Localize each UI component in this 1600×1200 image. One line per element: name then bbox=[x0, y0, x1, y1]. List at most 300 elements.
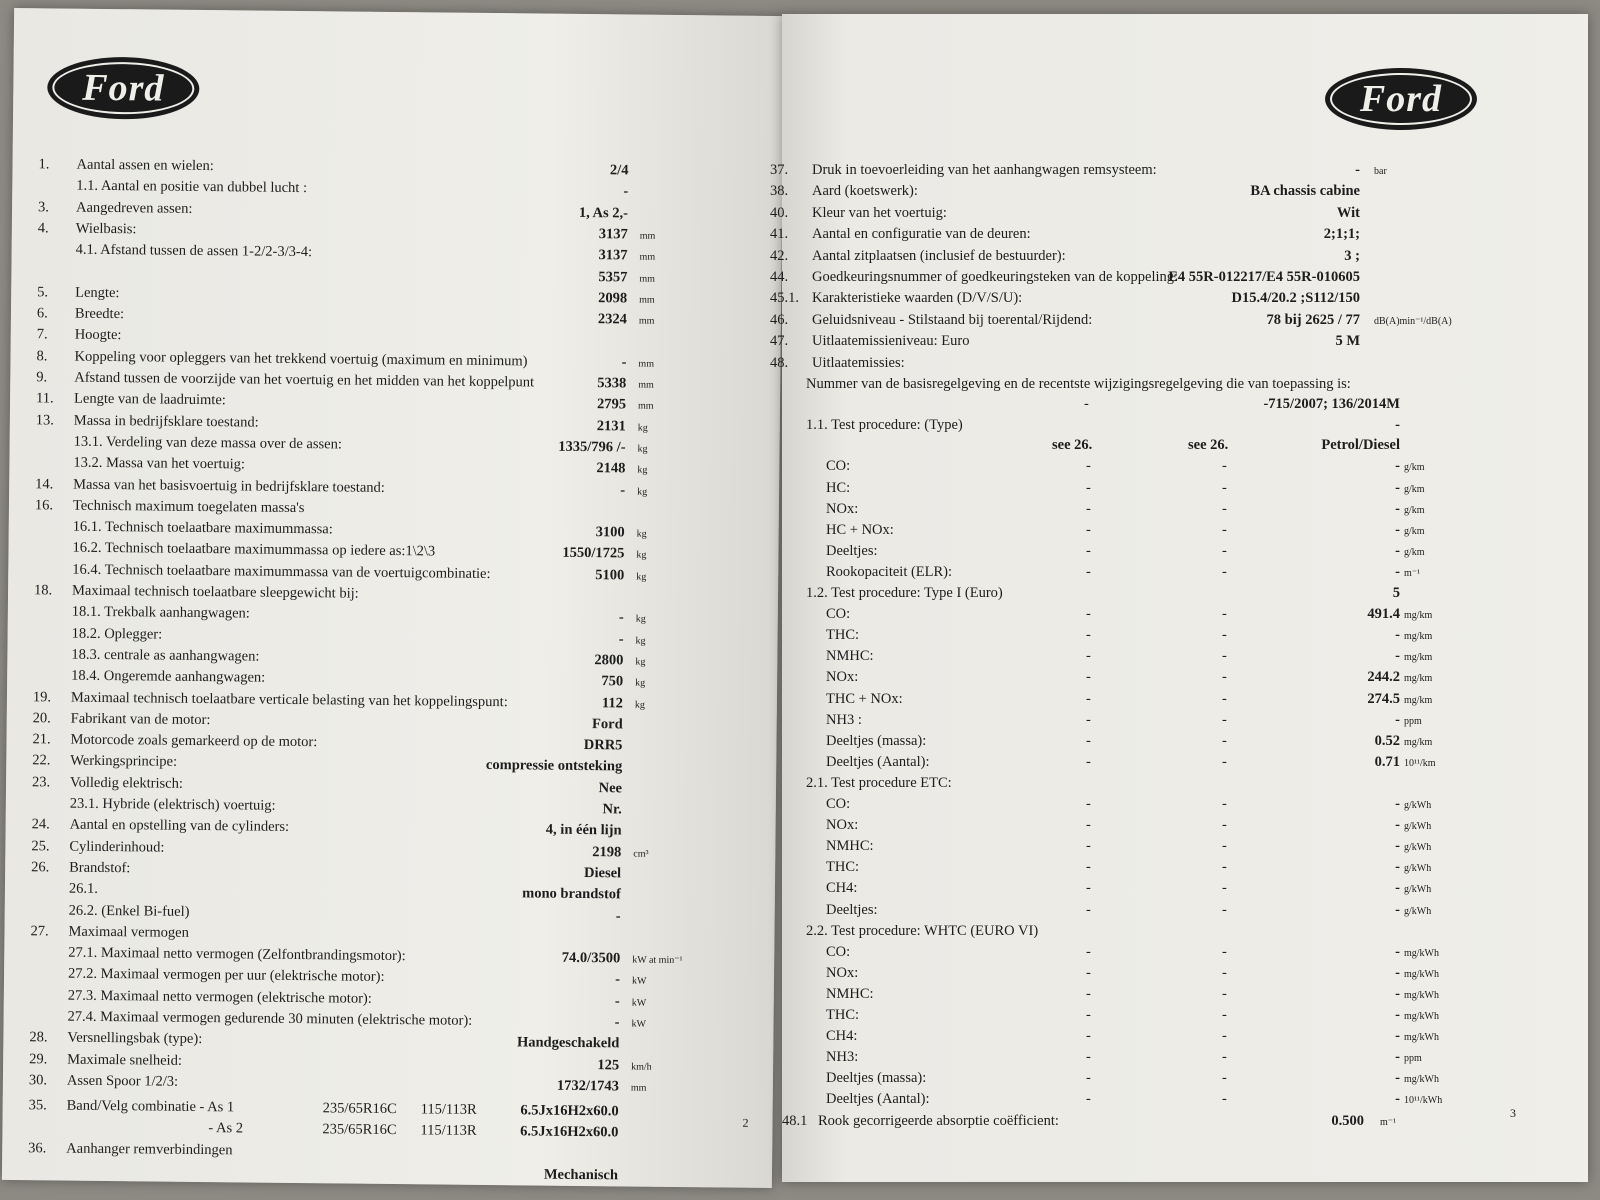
spec-row bbox=[806, 712, 1526, 733]
item-number: 36. bbox=[28, 1140, 47, 1157]
column-1-value: - bbox=[1086, 943, 1091, 960]
item-value: Handgeschakeld bbox=[516, 1034, 620, 1052]
column-2-value: - bbox=[1222, 985, 1227, 1002]
item-number: 14. bbox=[35, 475, 54, 492]
item-label: Afstand tussen de voorzijde van het voertuig en het midden van het koppelpunt bbox=[74, 369, 535, 391]
column-1-value: - bbox=[1086, 1028, 1091, 1045]
spec-row bbox=[806, 775, 1526, 796]
rim-size: 6.5Jx16H2x60.0 bbox=[520, 1102, 619, 1120]
spec-row bbox=[806, 859, 1526, 880]
pollutant-label: NH3 : bbox=[826, 711, 862, 728]
pollutant-label: CO: bbox=[826, 796, 851, 812]
pollutant-label: Deeltjes: bbox=[826, 542, 878, 559]
item-label: Assen Spoor 1/2/3: bbox=[66, 1072, 179, 1090]
spec-row bbox=[806, 944, 1526, 965]
spec-row bbox=[770, 226, 1490, 247]
item-value: BA chassis cabine bbox=[1250, 183, 1360, 200]
item-number: 38. bbox=[770, 183, 789, 200]
item-label: 18.2. Oplegger: bbox=[71, 625, 163, 643]
item-label: 16.4. Technisch toelaatbare maximummassa van de voertuigcombinatie: bbox=[72, 561, 491, 582]
item-label: Aantal zitplaatsen (inclusief de bestuurder): bbox=[812, 247, 1066, 264]
unit-label: g/kWh bbox=[1404, 821, 1432, 833]
item-label: Uitlaatemissies: bbox=[812, 354, 905, 371]
spec-row bbox=[806, 376, 1506, 397]
item-value: 1335/796 /- bbox=[558, 438, 626, 456]
item-value: 1, As 2,- bbox=[578, 204, 629, 222]
item-value: - bbox=[614, 993, 620, 1010]
column-1-value: - bbox=[1086, 859, 1091, 876]
item-label: Maximaal vermogen bbox=[68, 923, 189, 941]
pollutant-label: CH4: bbox=[826, 1028, 858, 1045]
column-3-value: - bbox=[1395, 500, 1400, 517]
ford-logo bbox=[47, 56, 200, 120]
spec-row bbox=[806, 880, 1526, 901]
column-1-value: - bbox=[1086, 964, 1091, 981]
column-1-value: - bbox=[1086, 669, 1091, 686]
item-value: 2098 bbox=[598, 289, 628, 307]
ford-logo bbox=[1325, 68, 1477, 130]
column-2-value: - bbox=[1222, 1028, 1227, 1045]
item-number: 8. bbox=[36, 347, 48, 365]
item-number: 4. bbox=[37, 220, 49, 237]
column-2-value: - bbox=[1222, 1091, 1227, 1108]
item-number: 13. bbox=[35, 411, 55, 429]
pollutant-label: NMHC: bbox=[826, 985, 874, 1002]
column-1-value: - bbox=[1086, 521, 1091, 538]
spec-row bbox=[806, 986, 1526, 1007]
item-label: Maximaal technisch toelaatbare sleepgewicht bij: bbox=[71, 582, 359, 602]
pollutant-label: NMHC: bbox=[826, 648, 874, 665]
item-value: 5 M bbox=[1335, 333, 1360, 350]
item-number: 16. bbox=[34, 497, 54, 514]
item-value: Wit bbox=[1336, 204, 1360, 221]
column-2-value: - bbox=[1222, 521, 1227, 538]
unit-label: g/kWh bbox=[1404, 842, 1432, 854]
item-label: Aantal en configuratie van de deuren: bbox=[812, 226, 1031, 243]
page-number: 2 bbox=[742, 1115, 749, 1130]
item-label: Motorcode zoals gemarkeerd op de motor: bbox=[70, 731, 318, 751]
item-label: 27.1. Maximaal netto vermogen (Zelfontbrandingsmotor): bbox=[68, 944, 406, 965]
pollutant-label: HC + NOx: bbox=[826, 521, 894, 538]
item-label: Aantal en opstelling van de cylinders: bbox=[69, 816, 290, 836]
pollutant-label: NH3: bbox=[826, 1049, 859, 1066]
unit-label: ppm bbox=[1404, 1053, 1422, 1065]
item-label: Uitlaatemissieniveau: Euro bbox=[812, 333, 970, 350]
unit-label: mg/km bbox=[1404, 631, 1433, 643]
unit-label: g/km bbox=[1404, 483, 1425, 495]
column-3-value: - bbox=[1395, 943, 1400, 960]
column-3-value: - bbox=[1395, 563, 1400, 580]
spec-row bbox=[770, 248, 1490, 269]
item-number: 45.1. bbox=[770, 290, 799, 307]
item-unit: mm bbox=[639, 230, 656, 242]
item-number: 48. bbox=[770, 354, 789, 371]
item-value: - bbox=[615, 971, 621, 988]
item-number: 28. bbox=[29, 1029, 48, 1046]
item-number: 46. bbox=[770, 311, 789, 328]
column-3-value: - bbox=[1395, 817, 1400, 834]
item-value: - bbox=[1355, 162, 1360, 178]
pollutant-label: Deeltjes (massa): bbox=[826, 1070, 927, 1087]
item-value: 74.0/3500 bbox=[561, 949, 621, 967]
item-value: 1732/1743 bbox=[556, 1077, 619, 1095]
item-number: 47. bbox=[770, 333, 789, 350]
column-1-value: - bbox=[1086, 1070, 1091, 1087]
item-unit: kg bbox=[636, 528, 647, 540]
item-number: 18. bbox=[33, 582, 53, 599]
tyre-load-index: 115/113R bbox=[420, 1101, 477, 1119]
item-value: 3137 bbox=[598, 247, 628, 264]
unit-label: m⁻¹ bbox=[1404, 567, 1421, 579]
spec-row bbox=[806, 648, 1526, 669]
item-value: 2198 bbox=[592, 843, 622, 860]
column-2-value: - bbox=[1222, 796, 1227, 812]
item-number: 42. bbox=[770, 247, 789, 264]
item-value: - bbox=[620, 481, 626, 498]
column-header: Petrol/Diesel bbox=[1321, 437, 1400, 454]
item-value: - bbox=[615, 907, 621, 924]
item-label: Technisch maximum toegelaten massa's bbox=[72, 497, 305, 516]
unit-label: g/km bbox=[1404, 462, 1425, 474]
item-unit: kg bbox=[635, 613, 646, 625]
pollutant-label: THC: bbox=[826, 627, 860, 644]
item-number: 37. bbox=[770, 162, 789, 178]
item-unit: kg bbox=[636, 571, 647, 583]
item-number: 7. bbox=[36, 326, 48, 343]
spec-row bbox=[806, 669, 1526, 690]
pollutant-label: NMHC: bbox=[826, 838, 874, 855]
item-label: Aanhanger remverbindingen bbox=[66, 1140, 233, 1159]
item-label: 16.1. Technisch toelaatbare maximummassa: bbox=[72, 518, 333, 538]
column-1-value: - bbox=[1086, 838, 1091, 855]
item-unit: kg bbox=[637, 486, 648, 498]
unit-label: g/km bbox=[1404, 546, 1425, 558]
column-1-value: - bbox=[1086, 711, 1091, 728]
item-number: 21. bbox=[32, 731, 51, 748]
item-number: 23. bbox=[31, 773, 51, 791]
rim-size: 6.5Jx16H2x60.0 bbox=[520, 1123, 619, 1141]
item-value: Nee bbox=[598, 779, 623, 797]
item-number: 40. bbox=[770, 204, 789, 221]
item-label: 13.2. Massa van het voertuig: bbox=[73, 454, 246, 473]
item-number: 20. bbox=[32, 710, 51, 727]
column-1-value: - bbox=[1086, 1049, 1091, 1066]
item-value: - bbox=[621, 354, 627, 371]
item-value: 3 ; bbox=[1344, 247, 1360, 264]
tyre-size: 235/65R16C bbox=[322, 1121, 397, 1139]
spec-row bbox=[806, 396, 1506, 417]
column-2-value: - bbox=[1222, 964, 1227, 981]
item-label: Kleur van het voertuig: bbox=[812, 204, 947, 221]
item-value: 2;1;1; bbox=[1323, 226, 1360, 243]
column-2-value: - bbox=[1222, 606, 1227, 623]
item-unit: kW bbox=[631, 975, 647, 988]
pollutant-label: HC: bbox=[826, 479, 851, 496]
item-unit: cm³ bbox=[633, 848, 649, 860]
column-2-value: - bbox=[1222, 753, 1227, 770]
column-3-value: - bbox=[1395, 458, 1400, 475]
column-1-value: - bbox=[1086, 606, 1091, 623]
column-3-value: 0.52 bbox=[1374, 732, 1400, 749]
spec-row bbox=[806, 902, 1526, 923]
unit-label: g/km bbox=[1404, 504, 1425, 516]
column-3-value: 5 bbox=[1392, 585, 1400, 601]
pollutant-label: Deeltjes: bbox=[826, 901, 878, 918]
item-unit: kg bbox=[635, 635, 646, 647]
spec-row bbox=[806, 733, 1526, 754]
spec-row bbox=[770, 205, 1490, 226]
item-label: Karakteristieke waarden (D/V/S/U): bbox=[812, 290, 1023, 307]
spec-row bbox=[770, 333, 1490, 354]
test-procedure-value: - bbox=[1395, 416, 1400, 433]
item-value: 125 bbox=[597, 1056, 620, 1073]
column-3-value: - bbox=[1395, 1091, 1400, 1108]
column-3-value: 0.71 bbox=[1374, 753, 1400, 770]
column-3-value: - bbox=[1395, 711, 1400, 728]
item-unit: kg bbox=[634, 699, 645, 711]
item-label: Breedte: bbox=[74, 305, 125, 323]
unit-label: mg/kWh bbox=[1404, 1032, 1439, 1044]
spec-row bbox=[806, 1091, 1526, 1112]
column-3-value: - bbox=[1395, 479, 1400, 496]
spec-row bbox=[806, 1007, 1526, 1028]
item-value: 2148 bbox=[596, 460, 626, 477]
item-unit: mm bbox=[638, 379, 654, 391]
column-3-value: - bbox=[1395, 796, 1400, 812]
item-value: 2795 bbox=[596, 396, 627, 413]
item-number: 44. bbox=[770, 269, 789, 285]
unit-label: mg/km bbox=[1404, 736, 1433, 748]
item-number: 6. bbox=[36, 305, 48, 322]
item-value: Diesel bbox=[584, 864, 622, 882]
item-number: 25. bbox=[31, 837, 50, 855]
unit-label: 10¹¹/kWh bbox=[1404, 1095, 1443, 1107]
item-unit: bar bbox=[1374, 166, 1387, 177]
item-value: E4 55R-012217/E4 55R-010605 bbox=[1168, 269, 1360, 285]
pollutant-label: NOx: bbox=[826, 669, 859, 686]
item-unit: kg bbox=[637, 422, 648, 434]
pollutant-label: 2.1. Test procedure ETC: bbox=[806, 774, 952, 791]
item-value: Mechanisch bbox=[543, 1166, 619, 1184]
spec-row bbox=[806, 564, 1526, 585]
item-unit: kW at min⁻¹ bbox=[632, 954, 683, 967]
item-value: 2131 bbox=[596, 417, 626, 435]
pollutant-label: CO: bbox=[826, 606, 851, 623]
item-unit: kg bbox=[635, 656, 646, 668]
column-header: see 26. bbox=[1188, 437, 1229, 454]
column-3-value: - bbox=[1395, 838, 1400, 855]
spec-row bbox=[806, 691, 1526, 712]
item-number: 29. bbox=[29, 1050, 48, 1067]
item-value: - bbox=[614, 1014, 620, 1031]
item-unit: kg bbox=[636, 549, 647, 562]
spec-row bbox=[806, 437, 1506, 458]
item-value: - bbox=[623, 183, 629, 200]
unit-label: mg/kWh bbox=[1404, 968, 1439, 980]
unit-label: g/kWh bbox=[1404, 884, 1432, 896]
spec-row bbox=[806, 458, 1526, 479]
column-2-value: - bbox=[1222, 711, 1227, 728]
item-label: - As 2 bbox=[208, 1120, 244, 1137]
column-3-value: - bbox=[1395, 1070, 1400, 1087]
item-label: Hoogte: bbox=[74, 327, 122, 344]
item-value: 78 bij 2625 / 77 bbox=[1266, 311, 1360, 328]
item-unit: kg bbox=[637, 443, 648, 455]
column-2-value: - bbox=[1222, 648, 1227, 665]
item-label: Koppeling voor opleggers van het trekkend voertuig (maximum en minimum) bbox=[74, 348, 528, 370]
item-number: 1. bbox=[38, 156, 50, 173]
spec-row bbox=[770, 183, 1490, 204]
item-label: 18.4. Ongeremde aanhangwagen: bbox=[71, 667, 266, 686]
right-page bbox=[770, 14, 1588, 1182]
item-value: - bbox=[618, 630, 624, 648]
item-label: Goedkeuringsnummer of goedkeuringsteken van de koppeling: bbox=[812, 269, 1179, 285]
item-unit: km/h bbox=[631, 1061, 652, 1073]
item-label: 26.1. bbox=[68, 880, 99, 898]
item-label: 13.1. Verdeling van deze massa over de assen: bbox=[73, 433, 343, 453]
spec-row bbox=[806, 838, 1526, 859]
item-number: 19. bbox=[32, 688, 52, 705]
unit-label: g/km bbox=[1404, 525, 1425, 537]
spec-row bbox=[770, 269, 1490, 290]
unit-label: g/kWh bbox=[1404, 863, 1432, 875]
item-number: 48.1 bbox=[782, 1112, 808, 1129]
column-2-value: - bbox=[1222, 627, 1227, 644]
spec-row bbox=[770, 162, 1490, 183]
item-unit: mm bbox=[639, 251, 656, 263]
item-unit: dB(A)min⁻¹/dB(A) bbox=[1374, 315, 1452, 327]
item-value: 2324 bbox=[597, 311, 628, 328]
spec-row bbox=[770, 355, 1490, 376]
item-value: Ford bbox=[591, 715, 623, 733]
column-1-value: - bbox=[1086, 458, 1091, 475]
item-value: 2800 bbox=[594, 652, 624, 669]
item-unit: kg bbox=[637, 464, 648, 476]
item-label: Brandstof: bbox=[69, 859, 131, 877]
column-3-value: - bbox=[1395, 521, 1400, 538]
item-label: Cylinderinhoud: bbox=[69, 838, 165, 856]
item-value: 2/4 bbox=[609, 162, 629, 179]
pollutant-label: NOx: bbox=[826, 817, 859, 834]
left-page bbox=[2, 8, 784, 1188]
item-number: 30. bbox=[28, 1072, 48, 1089]
column-3-value: - bbox=[1395, 880, 1400, 897]
column-1-value: - bbox=[1086, 796, 1091, 812]
item-number: 11. bbox=[35, 390, 54, 407]
item-value: 5338 bbox=[597, 375, 627, 392]
test-procedure-heading: 1.1. Test procedure: (Type) bbox=[806, 416, 963, 433]
item-unit: mm bbox=[630, 1082, 647, 1094]
item-value: 1550/1725 bbox=[562, 545, 625, 562]
spec-row bbox=[770, 290, 1490, 311]
item-unit: mm bbox=[639, 294, 655, 306]
spec-row bbox=[806, 627, 1526, 648]
spec-row bbox=[770, 312, 1490, 333]
tyre-size: 235/65R16C bbox=[322, 1100, 397, 1118]
item-label: 18.3. centrale as aanhangwagen: bbox=[71, 646, 260, 665]
spec-row bbox=[806, 1070, 1526, 1091]
item-label: Massa in bedrijfsklare toestand: bbox=[73, 412, 259, 431]
item-label: Aangedreven assen: bbox=[75, 199, 193, 217]
spec-row bbox=[806, 543, 1526, 564]
column-3-value: - bbox=[1395, 648, 1400, 665]
item-label: Aard (koetswerk): bbox=[812, 183, 918, 200]
item-label: Lengte van de laadruimte: bbox=[73, 390, 226, 409]
pollutant-label: 2.2. Test procedure: WHTC (EURO VI) bbox=[806, 922, 1039, 939]
pollutant-label: NOx: bbox=[826, 500, 859, 517]
column-2-value: - bbox=[1222, 901, 1227, 918]
column-1-value: - bbox=[1086, 627, 1091, 644]
item-number: 26. bbox=[31, 859, 50, 876]
pollutant-label: 1.2. Test procedure: Type I (Euro) bbox=[806, 585, 1003, 601]
column-1-value: - bbox=[1086, 985, 1091, 1002]
item-value: 112 bbox=[601, 694, 623, 711]
column-1-value: - bbox=[1086, 817, 1091, 834]
column-2-value: - bbox=[1222, 732, 1227, 749]
spec-row bbox=[806, 417, 1506, 438]
unit-label: 10¹¹/km bbox=[1404, 757, 1436, 769]
item-label: 23.1. Hybride (elektrisch) voertuig: bbox=[69, 795, 276, 814]
unit-label: mg/km bbox=[1404, 652, 1433, 664]
item-label: 27.4. Maximaal vermogen gedurende 30 minuten (elektrische motor): bbox=[67, 1008, 473, 1029]
item-label: 26.2. (Enkel Bi-fuel) bbox=[68, 902, 190, 920]
item-label: Maximale snelheid: bbox=[67, 1051, 182, 1069]
pollutant-label: Deeltjes (Aantal): bbox=[826, 1091, 930, 1108]
column-1-value: - bbox=[1086, 479, 1091, 496]
column-3-value: - bbox=[1395, 1007, 1400, 1023]
item-label: Druk in toevoerleiding van het aanhangwagen remsysteem: bbox=[812, 162, 1157, 178]
column-2-value: - bbox=[1222, 838, 1227, 855]
item-value: 5357 bbox=[598, 268, 628, 285]
column-3-value: 491.4 bbox=[1367, 606, 1400, 623]
column-2-value: - bbox=[1222, 500, 1227, 517]
column-1-value: - bbox=[1086, 1091, 1091, 1108]
item-unit: kg bbox=[635, 677, 646, 689]
ford-logo-text: Ford bbox=[1359, 78, 1443, 120]
spec-row bbox=[806, 754, 1526, 775]
spec-row bbox=[806, 585, 1526, 606]
unit-label: mg/km bbox=[1404, 673, 1433, 685]
column-2-value: - bbox=[1222, 1070, 1227, 1087]
item-value: 0.500 bbox=[1331, 1112, 1364, 1129]
spec-row bbox=[770, 1113, 1490, 1134]
item-label: Geluidsniveau - Stilstaand bij toerental/Rijdend: bbox=[812, 311, 1093, 328]
item-number: 5. bbox=[37, 284, 49, 301]
item-value: 4, in één lijn bbox=[545, 821, 622, 839]
item-value: Nr. bbox=[602, 801, 622, 818]
unit-label: mg/km bbox=[1404, 694, 1433, 706]
item-number: 35. bbox=[28, 1097, 47, 1114]
unit-label: g/kWh bbox=[1404, 800, 1432, 811]
ford-logo-text: Ford bbox=[82, 66, 165, 110]
item-label: 27.3. Maximaal netto vermogen (elektrische motor): bbox=[67, 987, 372, 1007]
pollutant-label: THC + NOx: bbox=[826, 690, 903, 707]
column-1-value: - bbox=[1086, 753, 1091, 770]
item-label: Fabrikant van de motor: bbox=[70, 710, 211, 728]
pollutant-label: CH4: bbox=[826, 880, 858, 897]
column-1-value: - bbox=[1086, 690, 1091, 707]
column-3-value: - bbox=[1395, 1049, 1400, 1066]
item-value: D15.4/20.2 ;S112/150 bbox=[1231, 290, 1360, 307]
pollutant-label: CO: bbox=[826, 943, 851, 960]
item-label: Band/Velg combinatie - As 1 bbox=[66, 1097, 235, 1116]
pollutant-label: CO: bbox=[826, 458, 851, 475]
item-value: 5100 bbox=[595, 566, 625, 584]
item-label: Volledig elektrisch: bbox=[69, 774, 184, 792]
item-unit: m⁻¹ bbox=[1380, 1116, 1397, 1128]
item-value: mono brandstof bbox=[522, 885, 621, 903]
item-value: 3137 bbox=[598, 226, 628, 243]
